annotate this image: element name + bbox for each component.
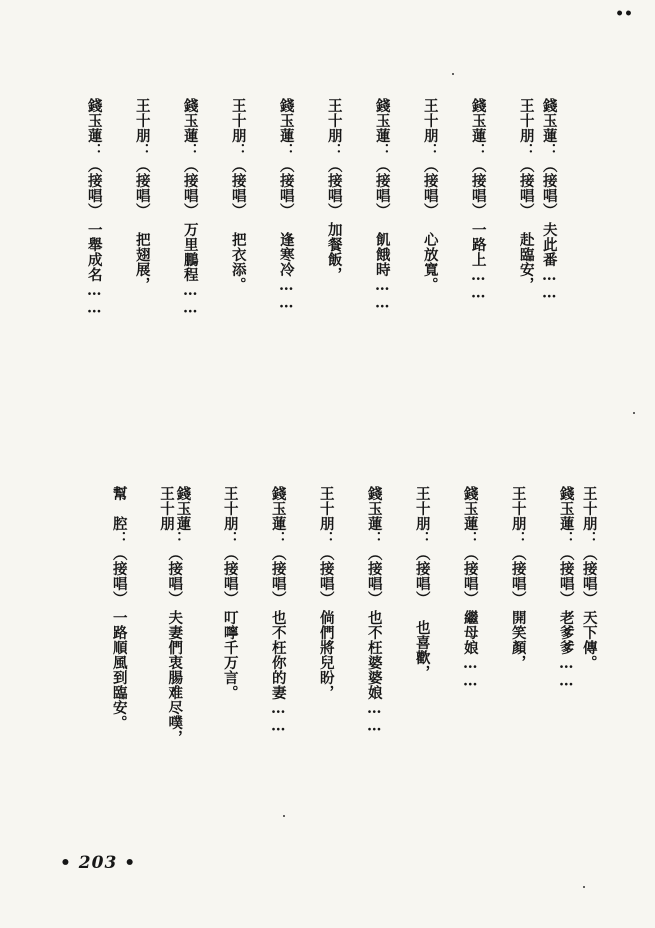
- cue-mark: ：（接唱）: [413, 531, 431, 606]
- lyric-text: 繼母娘……: [461, 610, 479, 690]
- speaker-name: 錢玉蓮: [540, 98, 558, 143]
- speaker-name: 王十朋: [509, 486, 527, 531]
- lyric-text: 飢餓時……: [373, 232, 391, 312]
- lyric-text: 也喜歡，: [413, 620, 431, 680]
- speck: [583, 886, 585, 888]
- speaker-name: 王十朋: [580, 486, 598, 531]
- lyric-text: 一舉成名……: [85, 222, 103, 317]
- speaker-name: 錢玉蓮: [269, 486, 287, 531]
- cue-mark: ：（接唱）: [509, 531, 527, 606]
- speaker-label: [414, 486, 429, 606]
- lyric-text: 叮嚀千万言。: [221, 610, 239, 700]
- cue-mark: ：（接唱）: [557, 531, 575, 606]
- cue-mark: ：（接唱）: [317, 531, 335, 606]
- cue-mark: ：（接唱）: [269, 531, 287, 606]
- dialogue-line: [107, 486, 130, 730]
- dialogue-line: [506, 486, 529, 670]
- speaker-name: 王十朋: [221, 486, 239, 531]
- speaker-label: [518, 98, 533, 218]
- lyric-text: 把衣添。: [229, 232, 247, 292]
- speck: [283, 815, 285, 817]
- speaker-name: 錢玉蓮: [365, 486, 383, 531]
- speaker-name: 錢玉蓮: [181, 98, 199, 143]
- dialogue-line: [82, 98, 105, 317]
- lyric-text: 開笑顏，: [509, 610, 527, 670]
- speaker-name: 王十朋: [325, 98, 343, 143]
- speck: [633, 412, 635, 414]
- lyric-text: 夫此番……: [540, 222, 558, 302]
- speaker-label: [270, 486, 285, 606]
- speaker-name: 錢玉蓮: [85, 98, 103, 143]
- cue-mark: ：（接唱）: [325, 143, 343, 218]
- lyric-text: 把翅展，: [133, 232, 151, 292]
- cue-mark: ：（接唱）: [540, 143, 558, 218]
- cue-mark: ：（接唱）: [221, 531, 239, 606]
- cue-mark: ：（接唱）: [421, 143, 439, 218]
- cue-mark: ：（接唱）: [110, 531, 128, 606]
- dialogue-block-lower: [82, 486, 600, 745]
- corner-mark: ••: [615, 6, 633, 22]
- dialogue-line: [577, 486, 600, 670]
- cue-mark: ：（接唱）: [133, 143, 151, 218]
- lyric-text: 天下傳。: [580, 610, 598, 670]
- dialogue-line: [418, 98, 441, 292]
- dialogue-line: [370, 98, 393, 312]
- speaker-name: 錢玉蓮: [557, 486, 575, 531]
- speaker-name: 錢玉蓮: [174, 486, 192, 531]
- lyric-text: 心放寬。: [421, 232, 439, 292]
- speaker-label: [581, 486, 596, 606]
- speaker-label: [134, 98, 149, 218]
- speaker-name: 錢玉蓮: [373, 98, 391, 143]
- speaker-label: [182, 98, 197, 218]
- cue-mark: ：（接唱）: [461, 531, 479, 606]
- speaker-label: [318, 486, 333, 606]
- dialogue-line: [274, 98, 297, 312]
- speaker-label: [86, 98, 101, 218]
- speaker-name: 王十朋: [317, 486, 335, 531]
- speaker-label: [159, 486, 190, 606]
- dialogue-line: [554, 486, 577, 690]
- cue-mark: ：（接唱）: [277, 143, 295, 218]
- lyric-text: 倘們將兒盼，: [317, 610, 335, 700]
- lyric-text: 加餐飯，: [325, 222, 343, 282]
- dialogue-line: [322, 98, 345, 282]
- dialogue-line: [155, 486, 193, 745]
- dialogue-block-upper: [57, 98, 560, 317]
- cue-mark: ：（接唱）: [373, 143, 391, 218]
- speaker-name: 王十朋: [421, 98, 439, 143]
- lyric-text: 一路上……: [469, 222, 487, 302]
- speaker-label: [222, 486, 237, 606]
- speaker-label: [541, 98, 556, 218]
- lyric-text: 老爹爹……: [557, 610, 575, 690]
- speaker-name: 錢玉蓮: [277, 98, 295, 143]
- dialogue-line: [226, 98, 249, 292]
- cue-mark: ：（接唱）: [469, 143, 487, 218]
- speaker-name: 錢玉蓮: [469, 98, 487, 143]
- speaker-label: [462, 486, 477, 606]
- speaker-name: 王十朋: [158, 486, 175, 531]
- dialogue-line: [458, 486, 481, 690]
- dialogue-line: [537, 98, 560, 302]
- cue-mark: ：（接唱）: [580, 531, 598, 606]
- speaker-name: 王十朋: [413, 486, 431, 531]
- lyric-text: 也不枉婆婆娘……: [365, 610, 383, 735]
- speck: [452, 73, 454, 75]
- cue-mark: ：（接唱）: [517, 143, 535, 218]
- dialogue-line: [410, 486, 433, 680]
- speaker-label: [510, 486, 525, 606]
- speaker-name: 幫 腔: [110, 486, 128, 531]
- dialogue-line: [266, 486, 289, 735]
- lyric-text: 一路順風到臨安。: [110, 610, 128, 730]
- speaker-name: 王十朋: [517, 98, 535, 143]
- page-number: • 203 •: [60, 853, 137, 873]
- speaker-label: [470, 98, 485, 218]
- dialogue-line: [130, 98, 153, 292]
- speaker-label: [278, 98, 293, 218]
- cue-mark: ：（接唱）: [365, 531, 383, 606]
- dialogue-line: [314, 486, 337, 700]
- speaker-label: [111, 486, 126, 606]
- lyric-text: 也不枉你的妻……: [269, 610, 287, 735]
- lyric-text: 万里鵬程……: [181, 222, 199, 317]
- dialogue-line: [466, 98, 489, 302]
- cue-mark: ：（接唱）: [181, 143, 199, 218]
- dialogue-line: [514, 98, 537, 292]
- dialogue-line: [362, 486, 385, 735]
- speaker-label: [230, 98, 245, 218]
- speaker-name: 錢玉蓮: [461, 486, 479, 531]
- speaker-label: [326, 98, 341, 218]
- speaker-name: 王十朋: [133, 98, 151, 143]
- lyric-text: 逢寒冷……: [277, 232, 295, 312]
- lyric-text: 赴臨安，: [517, 232, 535, 292]
- lyric-text: 夫妻們衷腸难尽噗，: [166, 610, 184, 745]
- cue-mark: ：（接唱）: [166, 531, 184, 606]
- dialogue-line: [218, 486, 241, 700]
- speaker-label: [558, 486, 573, 606]
- speaker-label: [374, 98, 389, 218]
- speaker-name: 王十朋: [229, 98, 247, 143]
- cue-mark: ：（接唱）: [85, 143, 103, 218]
- cue-mark: ：（接唱）: [229, 143, 247, 218]
- speaker-label: [422, 98, 437, 218]
- speaker-label: [366, 486, 381, 606]
- dialogue-line: [178, 98, 201, 317]
